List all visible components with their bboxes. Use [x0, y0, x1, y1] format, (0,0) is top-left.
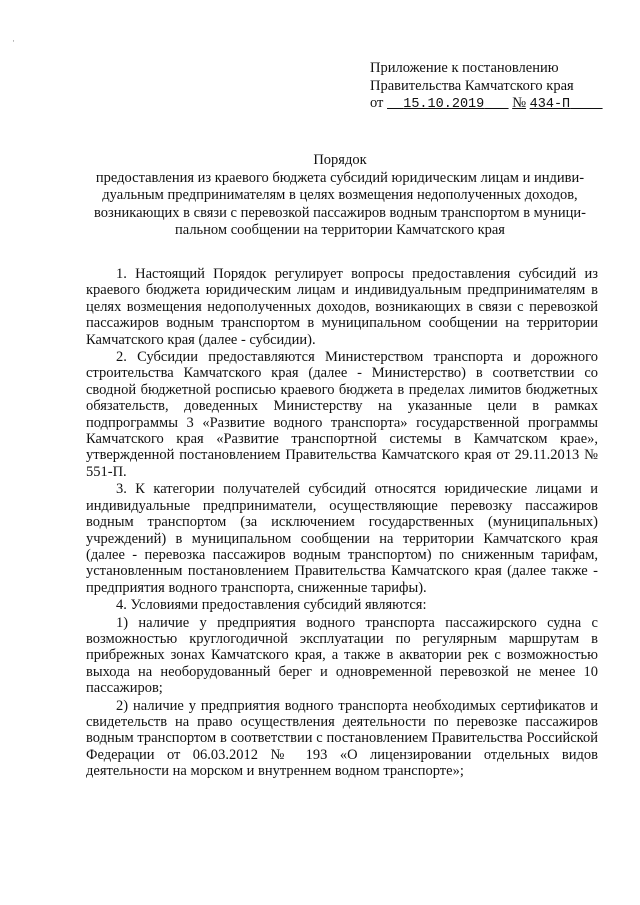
document-title	[40, 152, 640, 240]
paragraph-2: 2. Субсидии предоставляются Министерством транспорта и дорожного строительства Камчатского края (далее - Министерство) в соответствии со сводной бюджетной росписью краевого бюджета в пределах лимитов бюджетных обязательств, доведенных Министерству на указанные цели в рамках подпрограммы 3 «Развитие водного транспорта» государственной программы Камчатского края «Развитие транспортной системы в Камчатском крае», утвержденной постановлением Правительства Камчатского края от 29.11.2013 № 551-П.	[86, 349, 598, 480]
annex-date-prefix: от	[370, 95, 384, 111]
title-line-3: возникающих в связи с перевозкой пассажиров водным транспортом в муници-	[94, 204, 586, 221]
title-line-2: дуальным предпринимателям в целях возмещения недополученных доходов,	[102, 187, 578, 203]
annex-number: 434-П	[529, 97, 571, 112]
annex-number-prefix: №	[512, 95, 527, 111]
title-heading: Порядок	[313, 152, 367, 168]
paragraph-1: 1. Настоящий Порядок регулирует вопросы предоставления субсидий из краевого бюджета юридическим лицам и индивидуальным предпринимателям в целях возмещения недополученных доходов, возникающих в связи с перевозкой пассажиров водным транспортом в муниципальном сообщении на территории Камчатского края (далее - субсидии).	[86, 266, 598, 348]
paragraph-3: 3. К категории получателей субсидий относятся юридические лицами и индивидуальные предприниматели, осуществляющие перевозку пассажиров водным транспортом (за исключением государственных (муниципальных) учреждений) в муниципальном сообщении на территории Камчатского края (далее - перевозка пассажиров водным транспортом) по сниженным тарифам, установленным постановлением Правительства Камчатского края (далее также - предприятия водного транспорта, сниженные тарифы).	[86, 481, 598, 596]
paragraph-4: 4. Условиями предоставления субсидий являются:	[116, 597, 427, 614]
annex-line-1: Приложение к постановлению	[370, 60, 559, 76]
corner-mark: ·	[12, 36, 15, 46]
annex-date-line	[370, 95, 620, 114]
title-line-4: пальном сообщении на территории Камчатского края	[175, 222, 505, 238]
annex-header	[370, 60, 620, 114]
annex-line-2: Правительства Камчатского края	[370, 77, 574, 94]
paragraph-4-item-1: 1) наличие у предприятия водного транспорта пассажирского судна с возможностью круглогодичной эксплуатации по регулярным маршрутам в прибрежных зонах Камчатского края, а также в акватории рек с возможностью выхода на необорудованный берег и одновременной перевозкой не менее 10 пассажиров;	[86, 614, 598, 697]
annex-date: 15.10.2019	[403, 97, 485, 112]
title-line-1: предоставления из краевого бюджета субсидий юридическим лицам и индиви-	[95, 169, 585, 186]
paragraph-4-item-2: 2) наличие у предприятия водного транспорта необходимых сертификатов и свидетельств на право осуществления деятельности по перевозке пассажиров водным транспортом в соответствии с постановлением Правительства Российской Федерации от 06.03.2012 № 193 «О лицензировании отдельных видов деятельности на морском и внутреннем водном транспорте»;	[86, 697, 598, 780]
annex-date-field	[387, 97, 509, 112]
annex-number-field	[530, 97, 603, 112]
document-body	[86, 266, 598, 781]
